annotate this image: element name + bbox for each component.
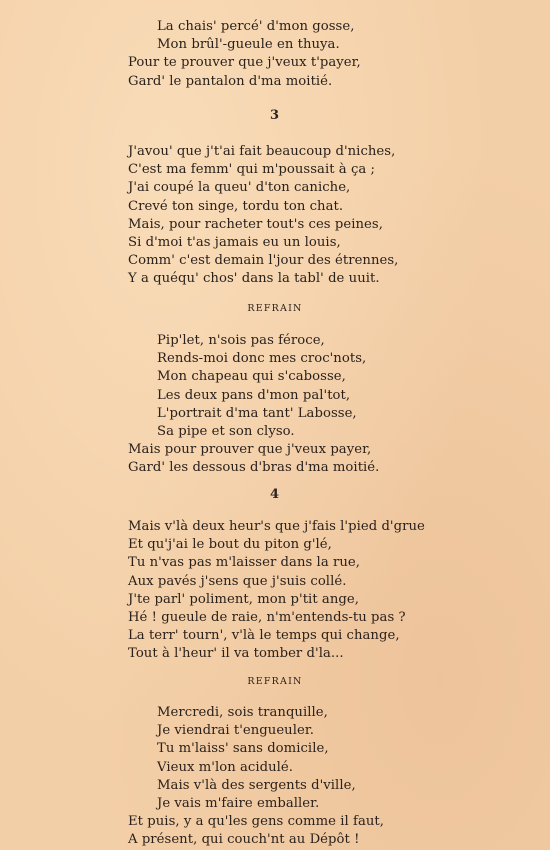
stanza-number-4: 4 — [269, 487, 281, 502]
verse-line: Les deux pans d'mon pal'tot, — [157, 387, 351, 403]
refrain-1 — [128, 332, 418, 478]
verse-line: Crevé ton singe, tordu ton chat. — [128, 198, 344, 214]
verse-line: Et qu'j'ai le bout du piton g'lé, — [128, 537, 332, 553]
verse-line: Vieux m'lon acidulé. — [157, 759, 294, 775]
verse-line: Si d'moi t'as jamais eu un louis, — [128, 235, 341, 251]
verse-line: Pour te prouver que j'veux t'payer, — [128, 55, 361, 71]
verse-line: Aux pavés j'sens que j'suis collé. — [128, 573, 347, 589]
stanza-4 — [128, 518, 425, 664]
verse-line: J'ai coupé la queu' d'ton caniche, — [128, 180, 351, 196]
verse-line: Y a quéqu' chos' dans la tabl' de uuit. — [128, 271, 380, 287]
verse-line: Mais, pour racheter tout's ces peines, — [128, 216, 383, 232]
verse-line: Mais pour prouver que j'veux payer, — [128, 442, 372, 458]
verse-line: Gard' le pantalon d'ma moitié. — [128, 73, 333, 89]
verse-line: La terr' tourn', v'là le temps qui change, — [128, 628, 400, 644]
verse-line: Mais v'là deux heur's que j'fais l'pied d'grue — [128, 519, 425, 534]
verse-line: Sa pipe et son clyso. — [157, 424, 295, 440]
verse-line: J'avou' que j't'ai fait beaucoup d'niches, — [128, 144, 396, 159]
refrain-heading-1: REFRAIN — [247, 303, 303, 314]
stanza-top — [128, 18, 418, 91]
verse-line: Je vais m'faire emballer. — [157, 796, 320, 812]
verse-line: Mais v'là des sergents d'ville, — [157, 777, 356, 793]
verse-line: Rends-moi donc mes croc'nots, — [157, 351, 367, 367]
verse-line: Mon chapeau qui s'cabosse, — [157, 369, 346, 385]
verse-line: Comm' c'est demain l'jour des étrennes, — [128, 253, 399, 269]
refrain-heading-2: REFRAIN — [247, 676, 303, 687]
verse-line: La chais' percé' d'mon gosse, — [157, 19, 355, 34]
verse-line: Mon brûl'-gueule en thuya. — [157, 37, 340, 53]
verse-line: Mercredi, sois tranquille, — [157, 705, 328, 720]
verse-line: Tout à l'heur' il va tomber d'la... — [128, 646, 344, 662]
verse-line: Je viendrai t'engueuler. — [157, 723, 314, 739]
verse-line: Tu n'vas pas m'laisser dans la rue, — [128, 555, 360, 571]
verse-line: Hé ! gueule de raie, n'm'entends-tu pas ? — [128, 610, 406, 626]
verse-line: A présent, qui couch'nt au Dépôt ! — [128, 832, 360, 848]
verse-line: Tu m'laiss' sans domicile, — [157, 741, 329, 757]
verse-line: C'est ma femm' qui m'poussait à ça ; — [128, 162, 376, 178]
verse-line: J'te parl' poliment, mon p'tit ange, — [128, 591, 359, 607]
verse-line: L'portrait d'ma tant' Labosse, — [157, 405, 357, 421]
verse-line: Pip'let, n'sois pas féroce, — [157, 333, 325, 348]
stanza-3 — [128, 143, 418, 289]
verse-line: Gard' les dessous d'bras d'ma moitié. — [128, 460, 380, 476]
verse-line: Et puis, y a qu'les gens comme il faut, — [128, 814, 384, 830]
stanza-number-3: 3 — [269, 108, 281, 123]
refrain-2 — [128, 704, 418, 850]
